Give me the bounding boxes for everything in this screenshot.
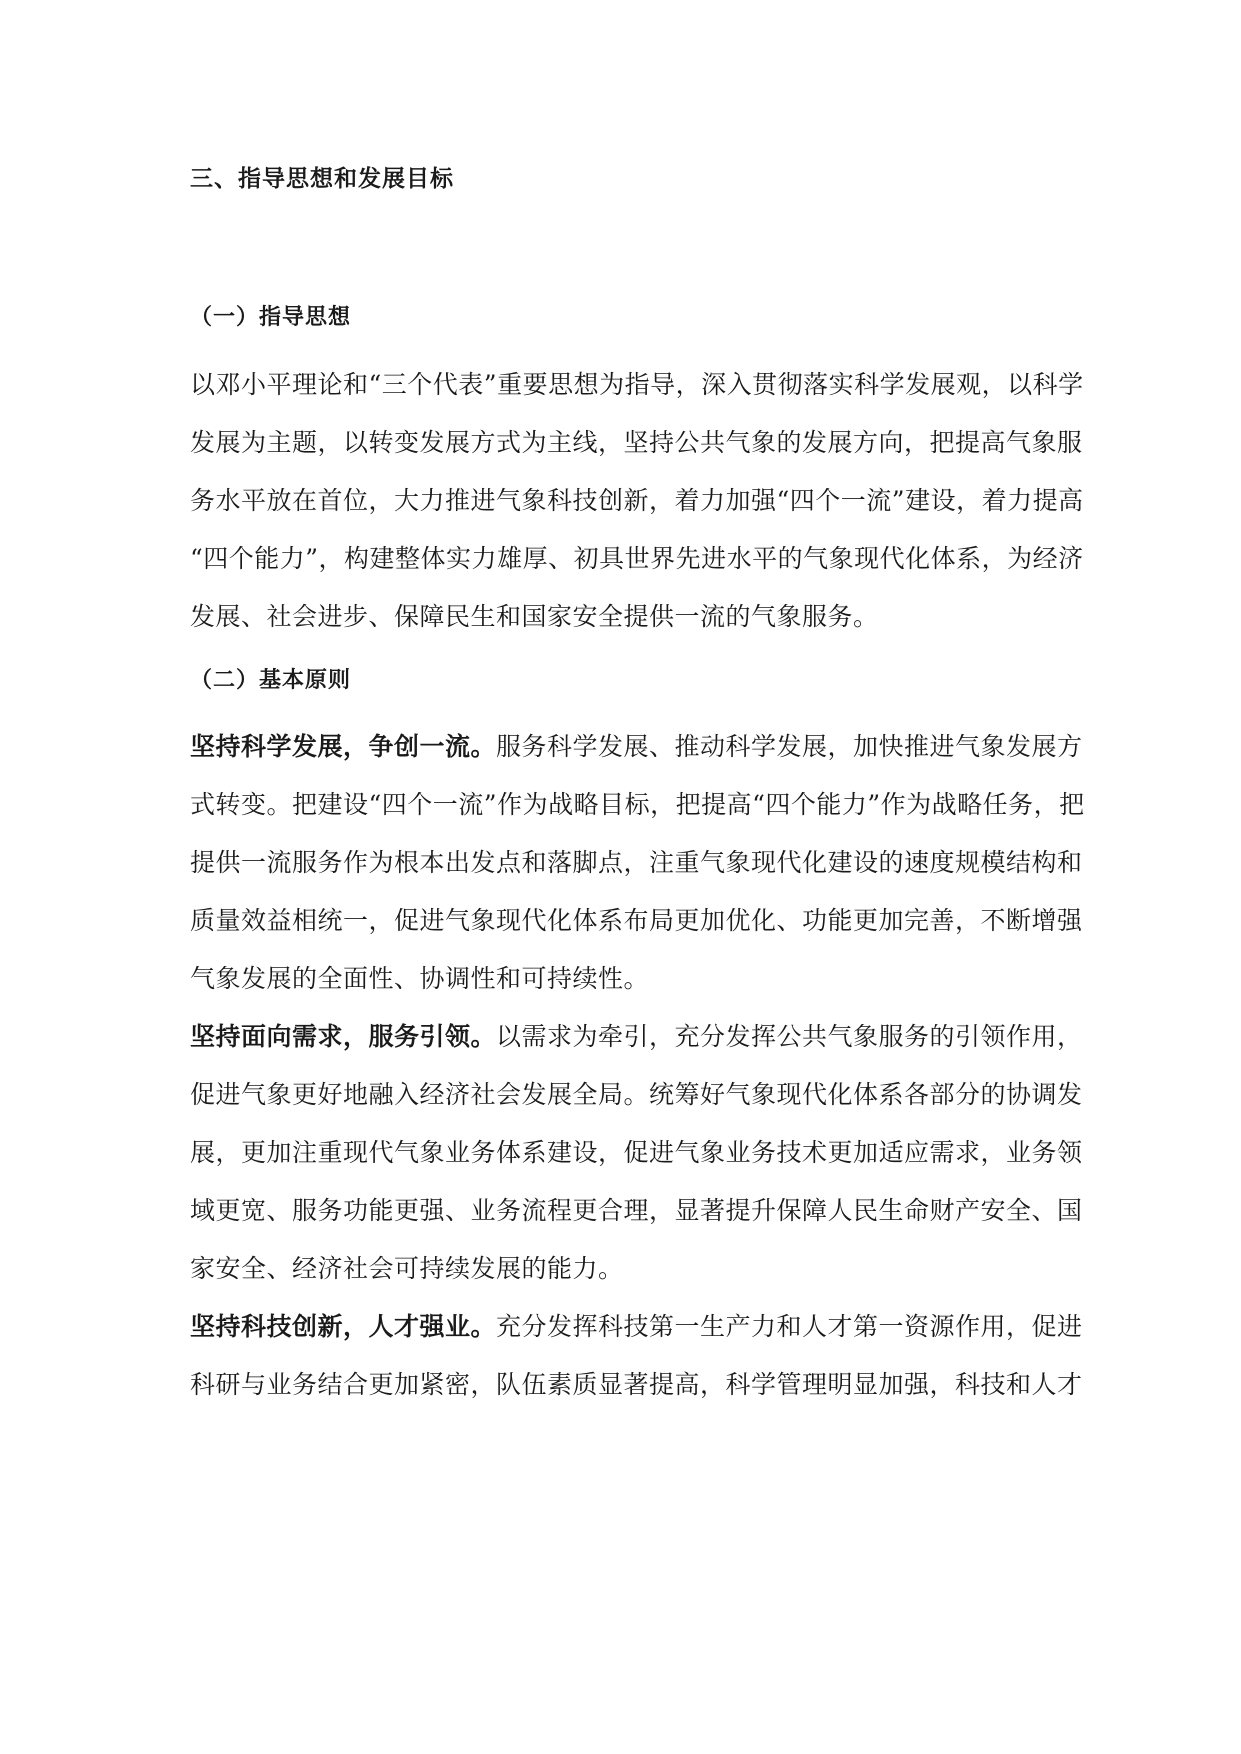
text-line: 家安全、经济社会可持续发展的能力。	[190, 1254, 624, 1283]
heading-guiding-ideology: （一）指导思想	[190, 305, 352, 330]
principle-lead: 坚持面向需求，服务引领。	[190, 1022, 497, 1051]
paragraph-guiding-ideology	[190, 356, 1084, 646]
principle-lead: 坚持科学发展，争创一流。	[190, 732, 497, 761]
principle-text: 服务科学发展、推动科学发展，加快推进气象发展方	[496, 732, 1083, 761]
principle-text: 以需求为牵引，充分发挥公共气象服务的引领作用，	[496, 1022, 1083, 1051]
text-line: 式转变。把建设“四个一流”作为战略目标，把提高“四个能力”作为战略任务，把	[190, 790, 1085, 819]
text-line	[190, 1298, 1083, 1356]
principle-lead: 坚持科技创新，人才强业。	[190, 1312, 497, 1341]
text-line: 气象发展的全面性、协调性和可持续性。	[190, 964, 650, 993]
text-line	[190, 1008, 1083, 1066]
text-line: 展，更加注重现代气象业务体系建设，促进气象业务技术更加适应需求，业务领	[190, 1138, 1083, 1167]
text-line: 提供一流服务作为根本出发点和落脚点，注重气象现代化建设的速度规模结构和	[190, 848, 1083, 877]
text-line: “四个能力”，构建整体实力雄厚、初具世界先进水平的气象现代化体系，为经济	[190, 544, 1084, 573]
paragraph-principle-3	[190, 1298, 1083, 1414]
paragraph-principle-1	[190, 718, 1085, 1008]
principle-text: 充分发挥科技第一生产力和人才第一资源作用，促进	[496, 1312, 1083, 1341]
text-line: 发展为主题，以转变发展方式为主线，坚持公共气象的发展方向，把提高气象服	[190, 428, 1083, 457]
text-line: 科研与业务结合更加紧密，队伍素质显著提高，科学管理明显加强，科技和人才	[190, 1370, 1083, 1399]
section-title: 三、指导思想和发展目标	[190, 166, 454, 192]
text-line: 质量效益相统一，促进气象现代化体系布局更加优化、功能更加完善，不断增强	[190, 906, 1083, 935]
text-line	[190, 718, 1083, 776]
text-line: 促进气象更好地融入经济社会发展全局。统筹好气象现代化体系各部分的协调发	[190, 1080, 1083, 1109]
heading-basic-principles: （二）基本原则	[190, 668, 352, 693]
text-line: 发展、社会进步、保障民生和国家安全提供一流的气象服务。	[190, 602, 879, 631]
text-line: 域更宽、服务功能更强、业务流程更合理，显著提升保障人民生命财产安全、国	[190, 1196, 1083, 1225]
text-line: 务水平放在首位，大力推进气象科技创新，着力加强“四个一流”建设，着力提高	[190, 486, 1084, 515]
text-line: 以邓小平理论和“三个代表”重要思想为指导，深入贯彻落实科学发展观，以科学	[190, 370, 1084, 399]
paragraph-principle-2	[190, 1008, 1083, 1298]
